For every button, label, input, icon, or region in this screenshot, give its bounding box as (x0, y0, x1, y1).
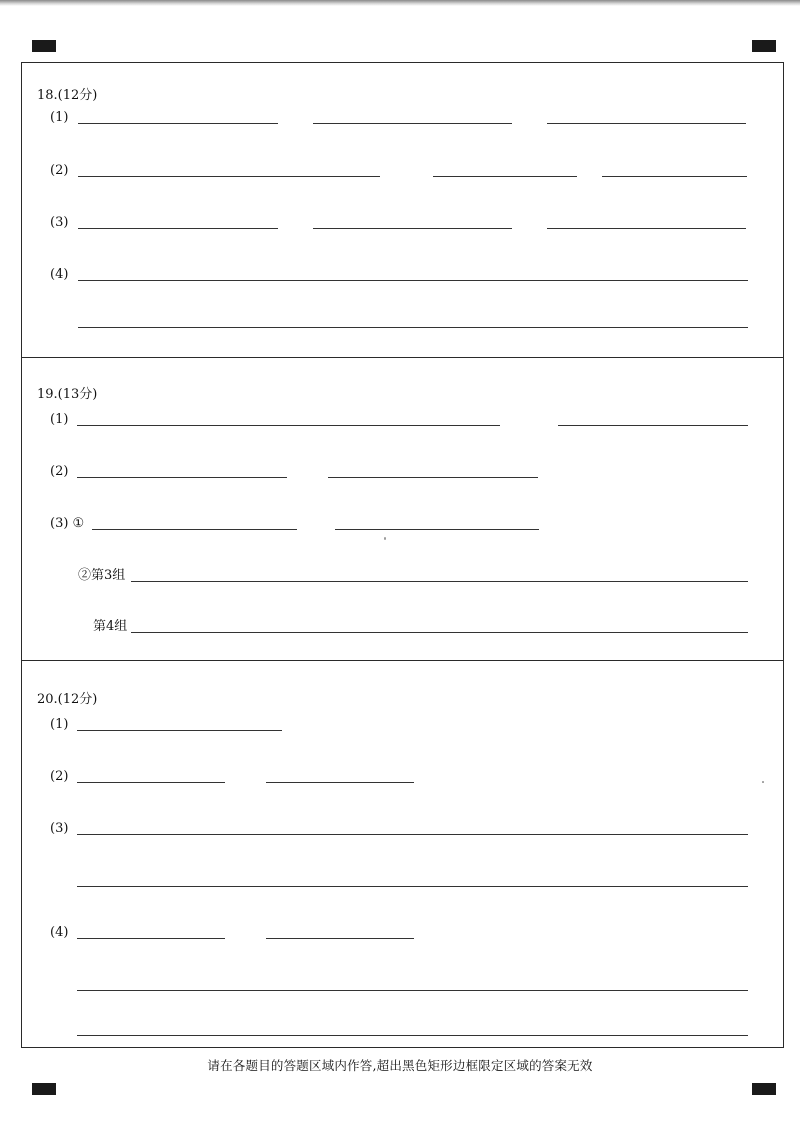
q18-part-3-label: (3) (50, 215, 69, 230)
q20-2-answer-line-b[interactable] (266, 782, 414, 783)
q18-3-answer-line-a[interactable] (78, 228, 278, 229)
q19-3-group-4-answer-line[interactable] (131, 632, 748, 633)
q18-2-answer-line-b[interactable] (433, 176, 577, 177)
q20-4-answer-line-c[interactable] (77, 990, 748, 991)
registration-mark-bottom-right (752, 1083, 776, 1095)
q20-part-1-label: (1) (50, 717, 69, 732)
q20-part-4-label: (4) (50, 925, 69, 940)
registration-mark-top-right (752, 40, 776, 52)
q20-3-answer-line-a[interactable] (77, 834, 748, 835)
q19-part-3-2-group-3-label: ②第3组 (78, 568, 126, 583)
section-divider-19-20 (21, 660, 784, 661)
registration-mark-bottom-left (32, 1083, 56, 1095)
q19-part-1-label: (1) (50, 412, 69, 427)
scan-top-edge (0, 0, 800, 6)
q19-2-answer-line-b[interactable] (328, 477, 538, 478)
footer-instruction: 请在各题目的答题区域内作答,超出黑色矩形边框限定区域的答案无效 (207, 1058, 593, 1073)
q19-3-group-3-answer-line[interactable] (131, 581, 748, 582)
q18-4-answer-line-b[interactable] (78, 327, 748, 328)
q18-1-answer-line-c[interactable] (547, 123, 746, 124)
question-19-title: 19.(13分) (37, 387, 98, 402)
q19-part-3-2-group-4-label: 第4组 (93, 619, 128, 634)
q20-4-answer-line-a[interactable] (77, 938, 225, 939)
scan-speck (762, 781, 764, 783)
q20-2-answer-line-a[interactable] (77, 782, 225, 783)
q18-3-answer-line-c[interactable] (547, 228, 746, 229)
scan-speck (384, 537, 386, 540)
q20-4-answer-line-d[interactable] (77, 1035, 748, 1036)
q20-part-2-label: (2) (50, 769, 69, 784)
section-divider-18-19 (21, 357, 784, 358)
question-20-title: 20.(12分) (37, 692, 98, 707)
q20-1-answer-line[interactable] (77, 730, 282, 731)
q20-part-3-label: (3) (50, 821, 69, 836)
q19-1-answer-line-a[interactable] (77, 425, 500, 426)
q19-3-answer-line-a[interactable] (92, 529, 297, 530)
q18-part-1-label: (1) (50, 110, 69, 125)
answer-area-frame (21, 62, 784, 1048)
q18-2-answer-line-c[interactable] (602, 176, 747, 177)
q18-1-answer-line-a[interactable] (78, 123, 278, 124)
question-18-title: 18.(12分) (37, 88, 98, 103)
q19-part-2-label: (2) (50, 464, 69, 479)
q18-4-answer-line-a[interactable] (78, 280, 748, 281)
q18-part-2-label: (2) (50, 163, 69, 178)
q19-3-answer-line-b[interactable] (335, 529, 539, 530)
q20-3-answer-line-b[interactable] (77, 886, 748, 887)
q19-2-answer-line-a[interactable] (77, 477, 287, 478)
q18-part-4-label: (4) (50, 267, 69, 282)
q19-part-3-label: (3) ① (50, 516, 85, 531)
q18-2-answer-line-a[interactable] (78, 176, 380, 177)
registration-mark-top-left (32, 40, 56, 52)
q19-1-answer-line-b[interactable] (558, 425, 748, 426)
q18-1-answer-line-b[interactable] (313, 123, 512, 124)
q20-4-answer-line-b[interactable] (266, 938, 414, 939)
q18-3-answer-line-b[interactable] (313, 228, 512, 229)
